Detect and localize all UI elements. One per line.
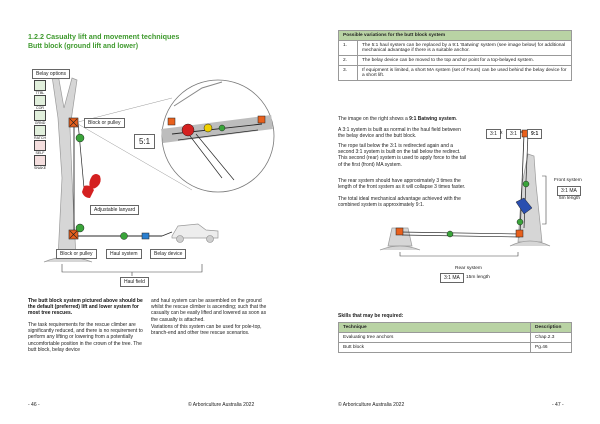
eq-result: 9:1 — [527, 129, 542, 139]
table-row: 3. If equipment is limited, a short MA system (set of Fours) can be used behind the belay device for a short lift. — [339, 66, 572, 81]
eq-equals: = — [520, 130, 523, 136]
section-title: 1.2.2 Casualty lift and movement techniques — [28, 32, 180, 41]
top-pulley-icon — [76, 134, 84, 142]
front-ma-label: 3:1 MA — [557, 186, 581, 196]
para-4: The total ideal mechanical advantage achieved with the combined system is approximately 9:1. — [338, 196, 461, 209]
right-page — [300, 0, 600, 424]
skills-title: Skills that may be required: — [338, 313, 404, 319]
label-haul-system: Haul system — [106, 249, 142, 259]
eq-a: 3:1 — [486, 129, 501, 139]
rear-ma-label: 3:1 MA — [440, 273, 464, 283]
page-number-right: - 47 - — [552, 402, 564, 408]
belay-option-self[interactable]: SELF — [34, 140, 46, 155]
skills-header-technique: Technique — [339, 323, 531, 333]
body-col1: The task requirements for the rescue climber are significantly reduced, and there is no requirement to perform any lifting or lowering from a potentially uncomfortable position in the crown of the tree. The butt block, belay device — [28, 322, 143, 353]
label-belay-device: Belay device — [150, 249, 186, 259]
casualty-figure — [89, 174, 100, 189]
belay-option-ratch[interactable]: RATCH — [34, 125, 46, 140]
body-col2-para2: Variations of this system can be used for pole-top, branch-end and other tree rescue scenarios. — [151, 324, 262, 337]
haul-field-bracket — [62, 264, 202, 272]
table-row: 1. The 5:1 haul system can be replaced by a 9:1 'Batwing' system (see image below) for additional mechanical advantage if there is a suitable anchor. — [339, 41, 572, 56]
table-row: Butt block Pg.46 — [339, 343, 572, 353]
rear-length-label: 15m length — [466, 275, 490, 280]
para-2: The rope tail below the 3:1 is redirected again and a second 3:1 system is built on the tail below the redirect. This second (rear) system is used to apply force to the tail of the first (front) MA system. — [338, 143, 467, 168]
eq-b: 3:1 — [506, 129, 521, 139]
batwing-diagram — [330, 124, 575, 294]
belay-options-list — [34, 80, 48, 170]
rope-casualty — [78, 122, 84, 188]
belay-options-title: Belay options — [32, 69, 70, 79]
label-block-or-pulley-top: Block or pulley — [84, 118, 125, 128]
image-intro: The image on the right shows a 9:1 Batwing system. — [338, 116, 458, 122]
para-1: A 3:1 system is built as normal in the haul field between the belay device and the butt block. — [338, 127, 461, 140]
skills-header-description: Description — [531, 323, 572, 333]
haul-pulley-icon — [121, 233, 128, 240]
rear-system-label: Rear system — [455, 266, 482, 271]
magnified-pulley-icon — [182, 124, 194, 136]
page-number-left: - 46 - — [28, 402, 40, 408]
para-3: The rear system should have approximately 3 times the length of the front system as it will collapse 3 times faster. — [338, 178, 466, 191]
subtitle: Butt block (ground lift and lower) — [28, 43, 139, 50]
skills-table — [338, 322, 572, 353]
intro-bold: The butt block system pictured above should be the default (preferred) lift and lower system for most tree rescues. — [28, 298, 143, 317]
variations-table — [338, 30, 572, 81]
rear-anchor-icon — [396, 228, 403, 235]
label-haul-field: Haul field — [120, 277, 149, 287]
belay-option-ttbl[interactable]: TTBL — [34, 80, 46, 95]
table-row: 2. The belay device can be moved to the top anchor point for a top-belayed system. — [339, 56, 572, 66]
body-col2-para1: and haul system can be assembled on the ground whilst the rescue climber is ascending; such that the casualty can be easily lifted and lowered as soon as the casualty is attached. — [151, 298, 267, 323]
belay-device-icon — [142, 233, 149, 239]
belay-option-grnd[interactable]: GRND — [34, 110, 46, 125]
label-block-or-pulley-bottom: Block or pulley — [56, 249, 97, 259]
belay-option-snake[interactable]: SNAKE — [34, 155, 46, 170]
eq-x: x — [500, 130, 503, 136]
bottom-pulley-icon — [76, 224, 84, 232]
variations-table-header: Possible variations for the butt block system — [339, 31, 572, 41]
table-row: Evaluating tree anchors Chap.2.3 — [339, 333, 572, 343]
batwing-base-anchor-icon — [516, 230, 523, 237]
front-system-label: Front system — [554, 178, 582, 183]
label-adjustable-lanyard: Adjustable lanyard — [90, 205, 139, 215]
copyright-right: © Arboriculture Australia 2022 — [338, 402, 405, 408]
front-length-label: 5m length — [559, 196, 581, 201]
label-ratio: 5:1 — [134, 134, 155, 149]
copyright-left: © Arboriculture Australia 2022 — [188, 402, 255, 408]
belay-option-cor[interactable]: COR — [34, 95, 46, 110]
